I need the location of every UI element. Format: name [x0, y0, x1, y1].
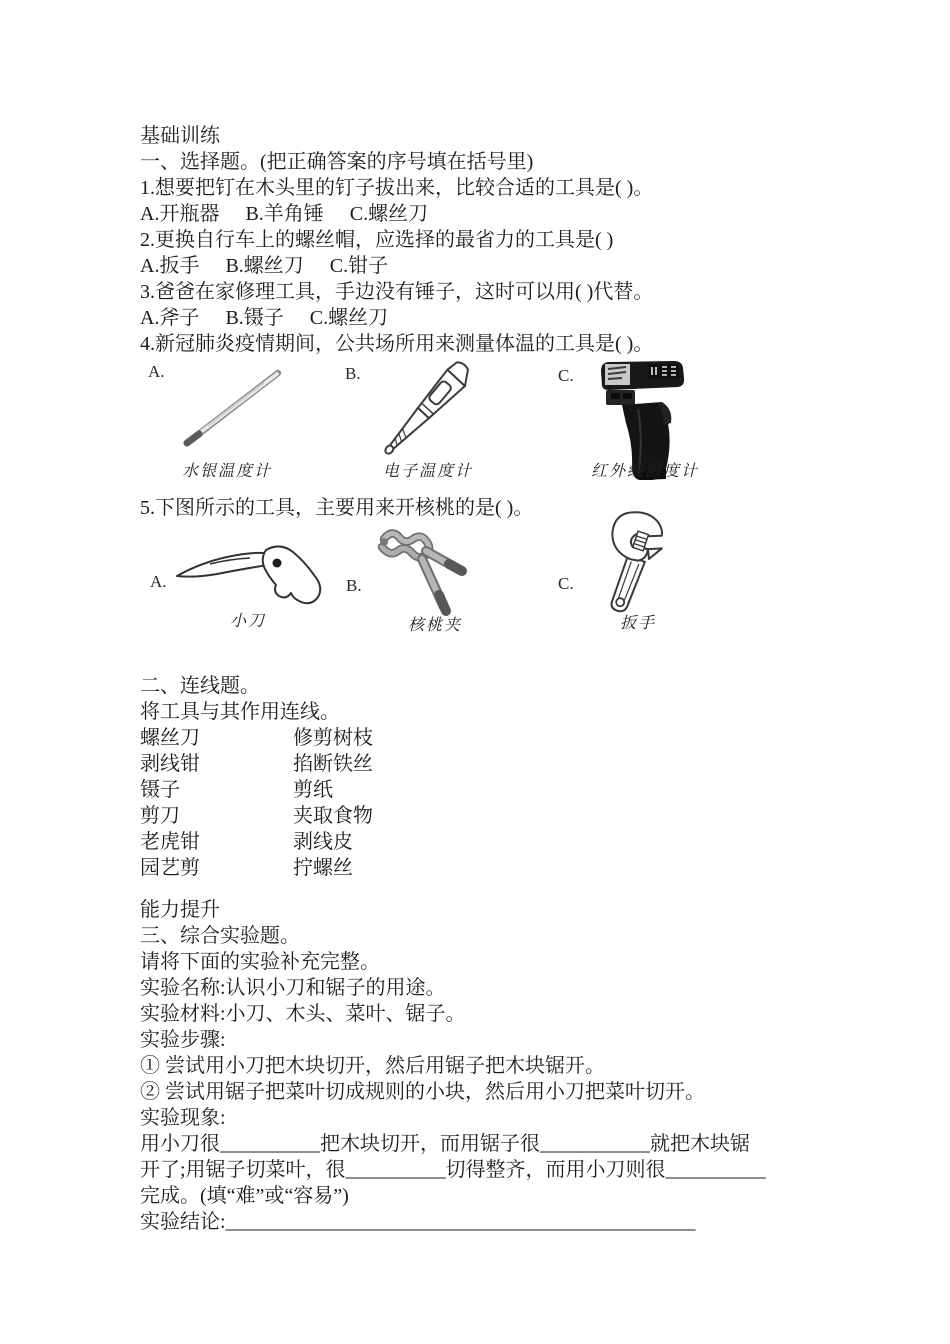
electronic-thermometer-illustration — [380, 359, 475, 459]
experiment-phenomenon-line-1: 用小刀很__________把木块切开，而用锯子很___________就把木块锯 — [140, 1133, 750, 1155]
question-5-text: 5.下图所示的工具，主要用来开核桃的是( )。 — [140, 497, 534, 519]
question-1-option-c: C.螺丝刀 — [349, 203, 429, 225]
matching-function: 掐断铁丝 — [293, 753, 373, 775]
matching-instruction: 将工具与其作用连线。 — [140, 701, 340, 723]
ability-section-label: 能力提升 — [140, 899, 220, 921]
question-2-options — [140, 253, 840, 279]
question-1-option-a: A.开瓶器 — [140, 203, 220, 225]
matching-function: 剪纸 — [293, 779, 333, 801]
figure-letter-a: A. — [148, 362, 165, 381]
experiment-section-heading: 三、综合实验题。 — [140, 925, 300, 947]
question-3-options — [140, 305, 840, 331]
matching-section-heading: 二、连线题。 — [140, 675, 260, 697]
figure-letter-b: B. — [345, 364, 361, 383]
figure-caption-wrench: 扳手 — [619, 615, 656, 632]
matching-pair-row — [140, 855, 840, 881]
matching-pair-row — [140, 777, 840, 803]
mercury-thermometer-illustration — [178, 363, 288, 451]
infrared-thermometer-illustration — [592, 357, 702, 457]
matching-function: 拧螺丝 — [293, 857, 353, 879]
figure-caption-mercury: 水银温度计 — [181, 463, 272, 480]
matching-pair-row — [140, 829, 840, 855]
question-1-option-b: B.羊角锤 — [245, 203, 324, 225]
experiment-step-2: ② 尝试用锯子把菜叶切成规则的小块，然后用小刀把菜叶切开。 — [140, 1081, 705, 1103]
matching-tool: 螺丝刀 — [140, 727, 200, 749]
question-4-figure-row — [140, 357, 840, 495]
experiment-phenomenon-line-2: 开了;用锯子切菜叶，很__________切得整齐，而用小刀则很__________ — [140, 1159, 766, 1181]
figure-caption-electronic: 电子温度计 — [382, 463, 473, 480]
experiment-step-1: ① 尝试用小刀把木块切开，然后用锯子把木块锯开。 — [140, 1055, 605, 1077]
experiment-materials: 实验材料:小刀、木头、菜叶、锯子。 — [140, 1003, 466, 1025]
experiment-phenomenon-label: 实验现象: — [140, 1107, 226, 1129]
figure-letter-c: C. — [558, 366, 574, 385]
question-4-text: 4.新冠肺炎疫情期间，公共场所用来测量体温的工具是( )。 — [140, 333, 654, 355]
section-gap — [140, 881, 840, 897]
matching-pair-row — [140, 725, 840, 751]
experiment-phenomenon-line-3: 完成。(填“难”或“容易”) — [140, 1185, 349, 1207]
matching-function: 夹取食物 — [293, 805, 373, 827]
question-1-options — [140, 201, 840, 227]
question-3-option-a: A.斧子 — [140, 307, 200, 329]
experiment-conclusion: 实验结论:_______________________________________________ — [140, 1211, 696, 1233]
question-3-option-b: B.镊子 — [225, 307, 284, 329]
matching-tool: 园艺剪 — [140, 857, 200, 879]
nutcracker-illustration — [372, 523, 468, 619]
matching-tool: 剪刀 — [140, 805, 180, 827]
matching-tool: 老虎钳 — [140, 831, 200, 853]
question-2-option-b: B.螺丝刀 — [225, 255, 304, 277]
adjustable-wrench-illustration — [582, 515, 690, 617]
section-gap — [140, 643, 840, 673]
question-2-option-a: A.扳手 — [140, 255, 200, 277]
matching-pair-row — [140, 751, 840, 777]
question-3-option-c: C.螺丝刀 — [309, 307, 389, 329]
question-1-text: 1.想要把钉在木头里的钉子拔出来，比较合适的工具是( )。 — [140, 177, 654, 199]
matching-tool: 镊子 — [140, 779, 180, 801]
figure-caption-knife: 小刀 — [229, 613, 266, 630]
matching-function: 剥线皮 — [293, 831, 353, 853]
matching-tool: 剥线钳 — [140, 753, 200, 775]
figure-letter-c2: C. — [558, 574, 574, 593]
figure-caption-nutcracker: 核桃夹 — [407, 617, 462, 634]
figure-caption-infrared: 红外线温度计 — [590, 463, 699, 480]
question-2-option-c: C.钳子 — [329, 255, 389, 277]
experiment-name: 实验名称:认识小刀和锯子的用途。 — [140, 977, 446, 999]
experiment-steps-label: 实验步骤: — [140, 1029, 226, 1051]
matching-function: 修剪树枝 — [293, 727, 373, 749]
experiment-instruction: 请将下面的实验补充完整。 — [140, 951, 380, 973]
worksheet-page — [140, 123, 840, 1235]
choice-section-heading: 一、选择题。(把正确答案的序号填在括号里) — [140, 151, 534, 173]
page-title: 基础训练 — [140, 125, 220, 147]
question-2-text: 2.更换自行车上的螺丝帽，应选择的最省力的工具是( ) — [140, 229, 614, 251]
figure-letter-a2: A. — [150, 572, 167, 591]
question-5-figure-row — [140, 521, 840, 643]
matching-pair-row — [140, 803, 840, 829]
question-3-text: 3.爸爸在家修理工具，手边没有锤子，这时可以用( )代替。 — [140, 281, 654, 303]
figure-letter-b2: B. — [346, 576, 362, 595]
pocket-knife-illustration — [172, 537, 322, 615]
